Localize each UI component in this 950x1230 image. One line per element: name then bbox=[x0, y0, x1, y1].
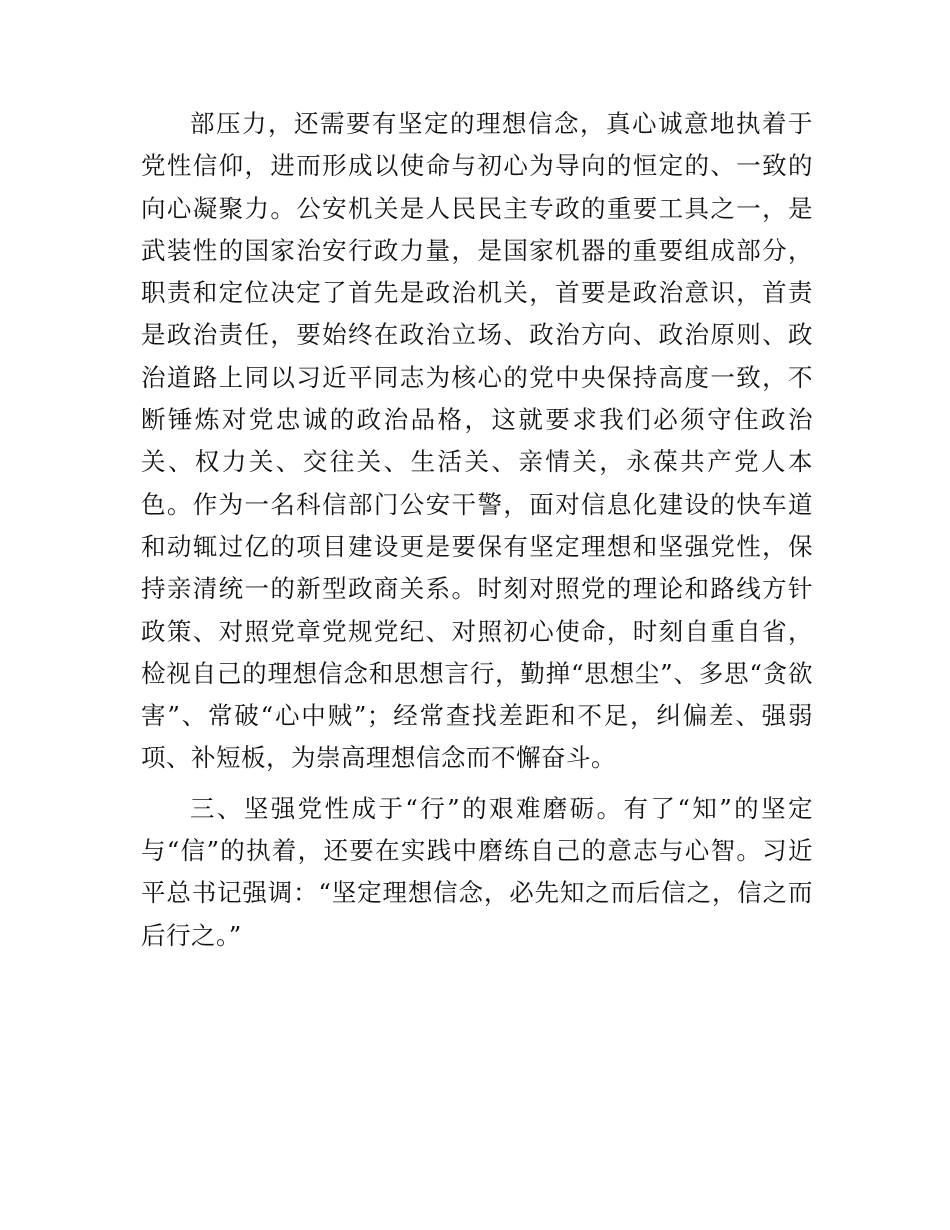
body-paragraph-1: 部压力，还需要有坚定的理想信念，真心诚意地执着于党性信仰，进而形成以使命与初心为导向的恒定的、一致的向心凝聚力。公安机关是人民民主专政的重要工具之一，是武装性的国家治安行政力量，是国家机器的重要组成部分，职责和定位决定了首先是政治机关，首要是政治意识，首责是政治责任，要始终在政治立场、政治方向、政治原则、政治道路上同以习近平同志为核心的党中央保持高度一致，不断锤炼对党忠诚的政治品格，这就要求我们必须守住政治关、权力关、交往关、生活关、亲情关，永葆共产党人本色。作为一名科信部门公安干警，面对信息化建设的快车道和动辄过亿的项目建设更是要保有坚定理想和坚强党性，保持亲清统一的新型政商关系。时刻对照党的理论和路线方针政策、对照党章党规党纪、对照初心使命，时刻自重自省，检视自己的理想信念和思想言行，勤掸“思想尘”、多思“贪欲害”、常破“心中贼”；经常查找差距和不足，纠偏差、强弱项、补短板，为崇高理想信念而不懈奋斗。 bbox=[141, 109, 813, 773]
document-body bbox=[141, 103, 813, 957]
body-paragraph-2: 三、坚强党性成于“行”的艰难磨砺。有了“知”的坚定与“信”的执着，还要在实践中磨练自己的意志与心智。习近平总书记强调：“坚定理想信念，必先知之而后信之，信之而后行之。” bbox=[141, 793, 813, 950]
